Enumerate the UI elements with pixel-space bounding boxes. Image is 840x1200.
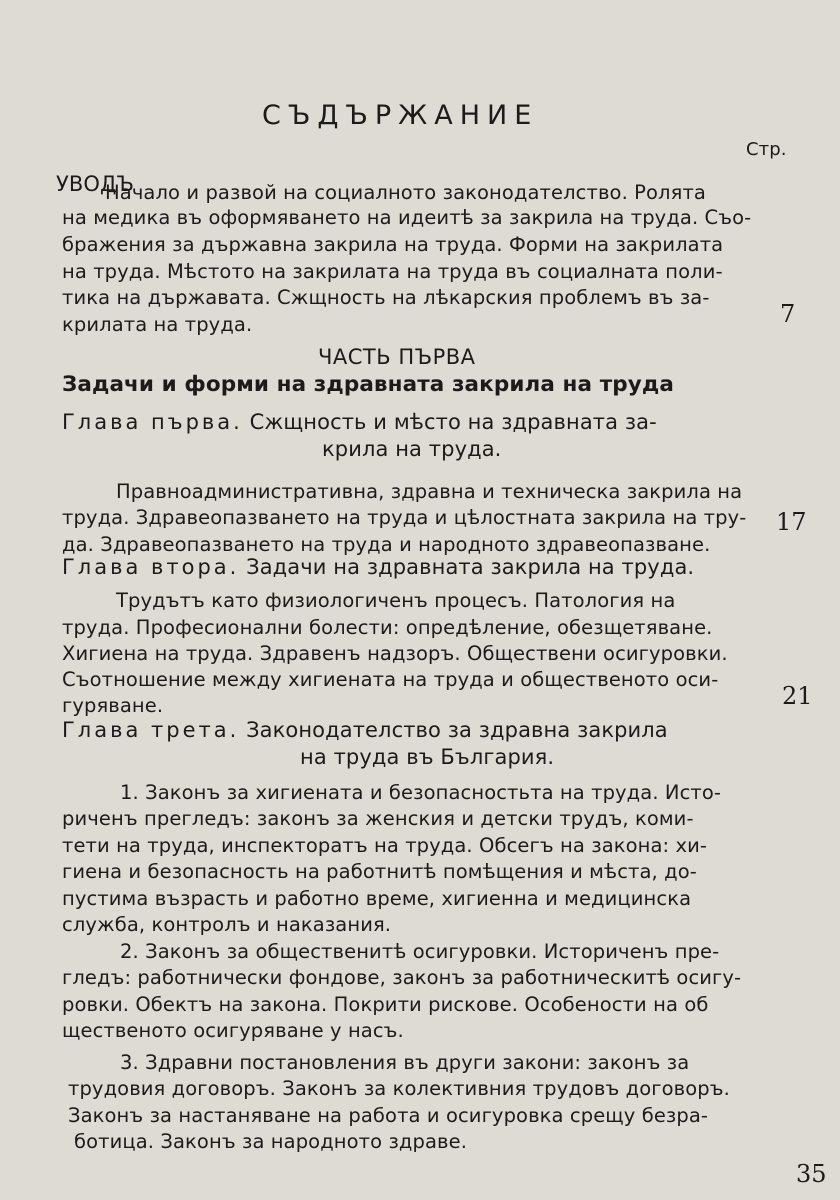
chapter-title: на труда въ България. (300, 745, 555, 769)
page-column-label: Стр. (746, 139, 787, 160)
intro-line: тика на държавата. Сжщность на лѣкарския проблемъ въ за- (62, 286, 710, 309)
chapter-line: служба, контролъ и наказания. (62, 913, 392, 936)
chapter-line: 2. Законъ за общественитѣ осигуровки. Историченъ пре- (120, 940, 720, 963)
chapter-label: Глава първа. (62, 410, 243, 434)
chapter-line: Правноадминистративна, здравна и техническа закрила на (116, 480, 743, 503)
chapter-line: гледъ: работнически фондове, законъ за работническитѣ осигу- (62, 966, 742, 989)
intro-line: крилата на труда. (62, 313, 253, 336)
part-title: Задачи и форми на здравната закрила на труда (62, 372, 674, 397)
chapter-page-number: 21 (782, 682, 813, 710)
intro-line: Начало и развой на социалното законодателство. Ролята (105, 181, 706, 204)
chapter-line: труда. Здравеопазването на труда и цѣлостната закрила на тру- (62, 506, 747, 529)
intro-page-number: 7 (780, 300, 796, 328)
chapter-title: Задачи на здравната закрила на труда. (246, 555, 695, 579)
chapter-label: Глава трета. (62, 718, 240, 742)
chapter-line: гуряване. (62, 694, 164, 717)
chapter-title: крила на труда. (322, 437, 502, 461)
chapter-line: Хигиена на труда. Здравенъ надзоръ. Обществени осигуровки. (62, 642, 728, 665)
chapter-line: тети на труда, инспекторатъ на труда. Обсегъ на закона: хи- (62, 834, 708, 857)
chapter-line: Съотношение между хигиената на труда и общественото оси- (62, 668, 719, 691)
intro-heading: УВОДЪ (56, 172, 135, 196)
chapter-line: ботица. Законъ за народното здраве. (74, 1130, 468, 1153)
intro-line: бражения за държавна закрила на труда. Форми на закрилата (62, 233, 724, 256)
chapter-line: да. Здравеопазването на труда и народното здравеопазване. (62, 533, 711, 556)
chapter-line: Трудътъ като физиологиченъ процесъ. Патология на (116, 589, 676, 612)
chapter-line: 3. Здравни постановления въ други закони: законъ за (120, 1051, 690, 1074)
chapter-line: щественото осигуряване у насъ. (62, 1019, 404, 1042)
chapter-line: труда. Професионални болести: опредѣление, обезщетяване. (62, 616, 713, 639)
chapter-line: пустима възрасть и работно време, хигиенна и медицинска (62, 887, 692, 910)
chapter-line: ровки. Обектъ на закона. Покрити рискове. Особености на об (62, 993, 709, 1016)
chapter-page-number: 35 (796, 1160, 827, 1188)
intro-line: на труда. Мѣстото на закрилата на труда въ социалната поли- (62, 260, 723, 283)
intro-line: на медика въ оформяването на идеитѣ за закрила на труда. Съо- (62, 206, 752, 229)
chapter-line: Законъ за настаняване на работа и осигуровка срещу безра- (68, 1104, 709, 1127)
chapter-line: риченъ прегледъ: законъ за женския и детски трудъ, коми- (62, 807, 694, 830)
chapter-title: Сжщность и мѣсто на здравната за- (249, 410, 657, 434)
chapter-line: гиена и безопасность на работнитѣ помѣщения и мѣста, до- (62, 860, 697, 883)
chapter-page-number: 17 (776, 508, 807, 536)
page-title: СЪДЪРЖАНИЕ (262, 100, 539, 131)
part-label: ЧАСТЬ ПЪРВА (318, 345, 476, 369)
chapter-title: Законодателство за здравна закрила (246, 718, 668, 742)
chapter-line: 1. Законъ за хигиената и безопасностьта на труда. Исто- (120, 781, 722, 804)
chapter-line: трудовия договоръ. Законъ за колективния трудовъ договоръ. (68, 1077, 730, 1100)
chapter-label: Глава втора. (62, 555, 240, 579)
